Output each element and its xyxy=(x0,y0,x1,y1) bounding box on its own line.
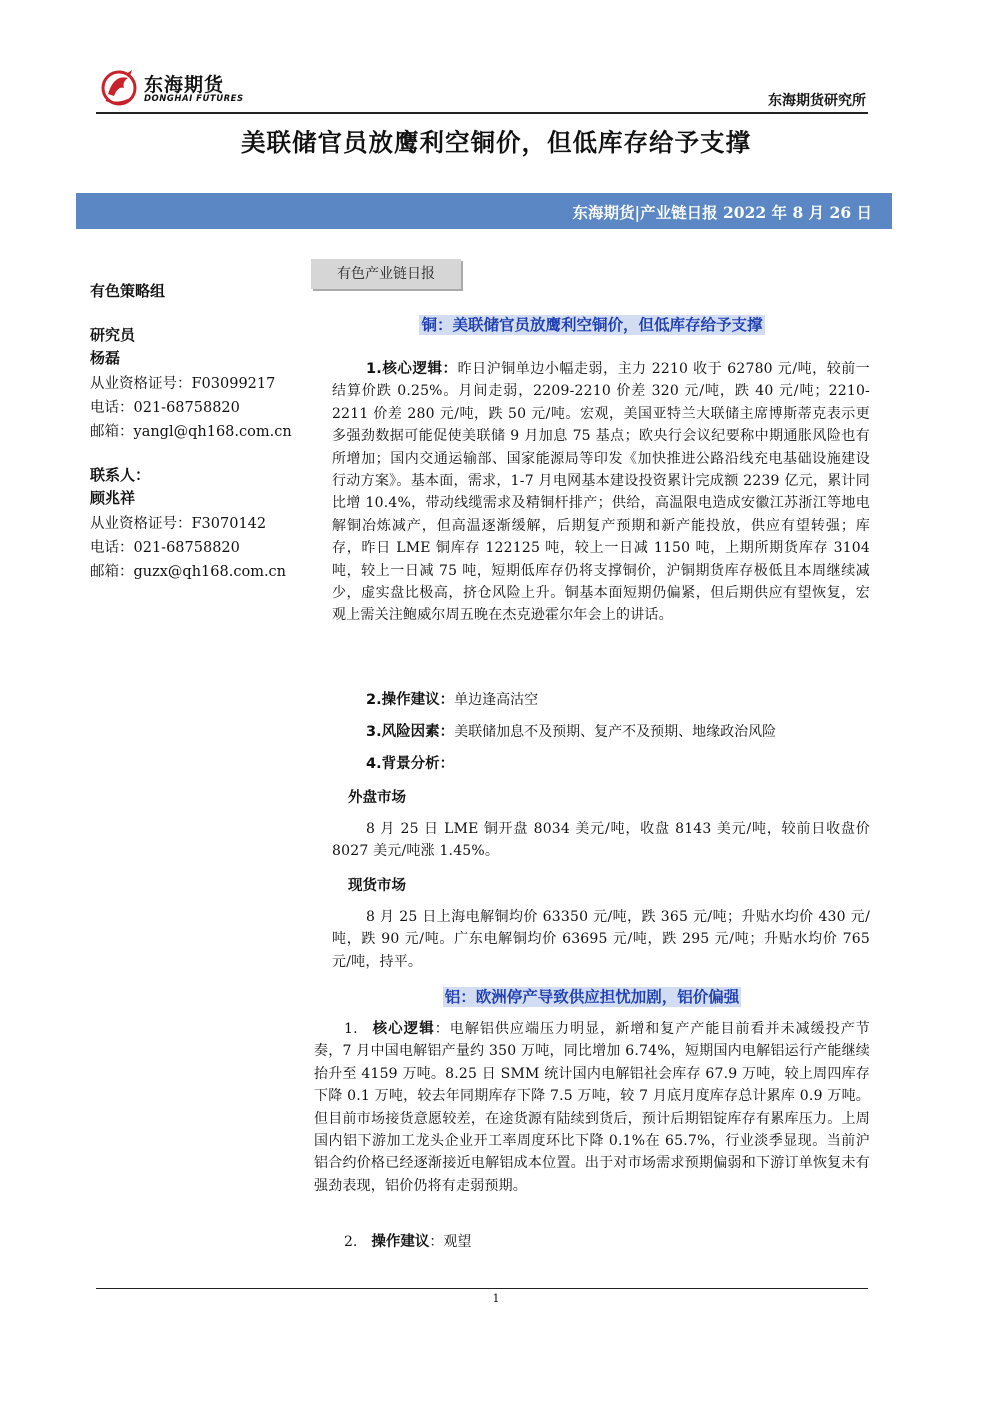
researcher-cert: 从业资格证号：F03099217 xyxy=(90,376,276,392)
copper-logic-label: 1.核心逻辑： xyxy=(366,361,458,377)
logo-text-cn: 东海期货 xyxy=(144,74,225,96)
copper-bg-label: 4.背景分析： xyxy=(366,756,455,772)
banner-text: 东海期货|产业链日报 2022 年 8 月 26 日 xyxy=(572,203,872,222)
contact-cert: 从业资格证号：F3070142 xyxy=(90,516,267,532)
page-title: 美联储官员放鹰利空铜价，但低库存给予支撑 xyxy=(241,128,751,157)
copper-background xyxy=(366,752,454,773)
researcher-label: 研究员 xyxy=(90,326,136,344)
aluminum-heading-text: 铝：欧洲停产导致供应担忧加剧，铝价偏强 xyxy=(444,988,740,1006)
contact-email[interactable]: 邮箱：guzx@qh168.com.cn xyxy=(90,564,287,580)
aluminum-advice-label: 操作建议 xyxy=(371,1234,430,1250)
aluminum-advice xyxy=(344,1230,471,1251)
contact-phone: 电话：021-68758820 xyxy=(90,540,240,556)
copper-advice-label: 2.操作建议： xyxy=(366,692,455,708)
copper-risk xyxy=(366,720,776,741)
copper-risk-label: 3.风险因素： xyxy=(366,724,455,740)
copper-heading xyxy=(310,313,874,335)
copper-advice xyxy=(366,688,538,709)
footer-divider xyxy=(96,1288,868,1289)
copper-logic-text: 昨日沪铜单边小幅走弱，主力 2210 收于 62780 元/吨，较前一结算价跌 0.25%。月间走弱，2209-2210 价差 320 元/吨，跌 40 元/吨；2210-2211 价差 280 元/吨，跌 50 元/吨。宏观，美国亚特兰大联储主席博斯蒂克表示更多强劲数据可能促使美联储 9 月加息 75 基点；欧央行会议纪要称中期通胀风险也有所增加；国内交通运输部、国家能源局等印发《加快推进公路沿线充电基础设施建设行动方案》。基本面，需求，1-7 月电网基本建设投资累计完成额 2239 亿元，累计同比增 10.4%，带动线缆需求及精铜杆排产；供给，高温限电造成安徽江苏浙江等地电解铜冶炼减产，但高温逐渐缓解，后期复产预期和新产能投放，供应有望转强；库存，昨日 LME 铜库存 122125 吨，较上一日减 1150 吨，上期所期货库存 3104 吨，较上一日减 75 吨，短期低库存仍将支撑铜价，沪铜期货库存极低且本周继续减少，虚实盘比极高，挤仓风险上升。铜基本面短期仍偏紧，但后期供应有望恢复，宏观上需关注鲍威尔周五晚在杰克逊霍尔年会上的讲话。 xyxy=(332,361,870,624)
company-logo xyxy=(98,66,244,110)
researcher-email[interactable]: 邮箱：yangl@qh168.com.cn xyxy=(90,424,292,440)
foreign-market-heading: 外盘市场 xyxy=(348,789,406,806)
copper-risk-text: 美联储加息不及预期、复产不及预期、地缘政治风险 xyxy=(454,724,777,740)
team-name: 有色策略组 xyxy=(90,282,166,300)
contact-name: 顾兆祥 xyxy=(90,489,136,507)
aluminum-heading xyxy=(310,985,874,1007)
aluminum-core-logic xyxy=(314,1018,870,1197)
researcher-phone: 电话：021-68758820 xyxy=(90,400,240,416)
researcher-name: 杨磊 xyxy=(90,349,121,367)
copper-heading-text: 铜：美联储官员放鹰利空铜价，但低库存给予支撑 xyxy=(421,316,763,334)
contact-label: 联系人： xyxy=(90,466,151,484)
page-number: 1 xyxy=(492,1292,500,1305)
aluminum-advice-text: ：观望 xyxy=(429,1234,472,1250)
aluminum-logic-num: 1. xyxy=(344,1021,358,1037)
report-banner xyxy=(76,193,892,229)
spot-market-heading: 现货市场 xyxy=(348,877,406,894)
copper-advice-text: 单边逢高沽空 xyxy=(454,692,539,708)
aluminum-advice-num: 2. xyxy=(344,1234,358,1250)
logo-text-en: DONGHAI FUTURES xyxy=(144,94,244,104)
dragon-logo-icon xyxy=(98,66,140,108)
foreign-market-text: 8 月 25 日 LME 铜开盘 8034 美元/吨，收盘 8143 美元/吨，较前日收盘价 8027 美元/吨涨 1.45%。 xyxy=(332,821,870,860)
category-tag: 有色产业链日报 xyxy=(311,259,461,289)
aluminum-logic-label: 核心逻辑 xyxy=(371,1021,435,1037)
institute-name: 东海期货研究所 xyxy=(768,93,866,109)
header-divider xyxy=(96,112,868,114)
spot-market-text: 8 月 25 日上海电解铜均价 63350 元/吨，跌 365 元/吨；升贴水均价 430 元/吨，跌 90 元/吨。广东电解铜均价 63695 元/吨，跌 295 元/吨；升贴水均价 765 元/吨，持平。 xyxy=(332,909,870,970)
copper-core-logic xyxy=(332,358,870,627)
aluminum-logic-text: ：电解铝供应端压力明显，新增和复产产能目前看并未减缓投产节奏，7 月中国电解铝产量约 350 万吨，同比增加 6.74%，短期国内电解铝运行产能继续抬升至 4159 万吨。8.25 日 SMM 统计国内电解铝社会库存 67.9 万吨，较上周四库存下降 0.1 万吨，较去年同期库存下降 7.5 万吨，较 7 月底月度库存总计累库 0.9 万吨。但目前市场接货意愿较差，在途货源有陆续到货后，预计后期铝锭库存有累库压力。上周国内铝下游加工龙头企业开工率周度环比下降 0.1%在 65.7%，行业淡季显现。当前沪铝合约价格已经逐渐接近电解铝成本位置。出于对市场需求预期偏弱和下游订单恢复未有强劲表现，铝价仍将有走弱预期。 xyxy=(314,1021,870,1194)
